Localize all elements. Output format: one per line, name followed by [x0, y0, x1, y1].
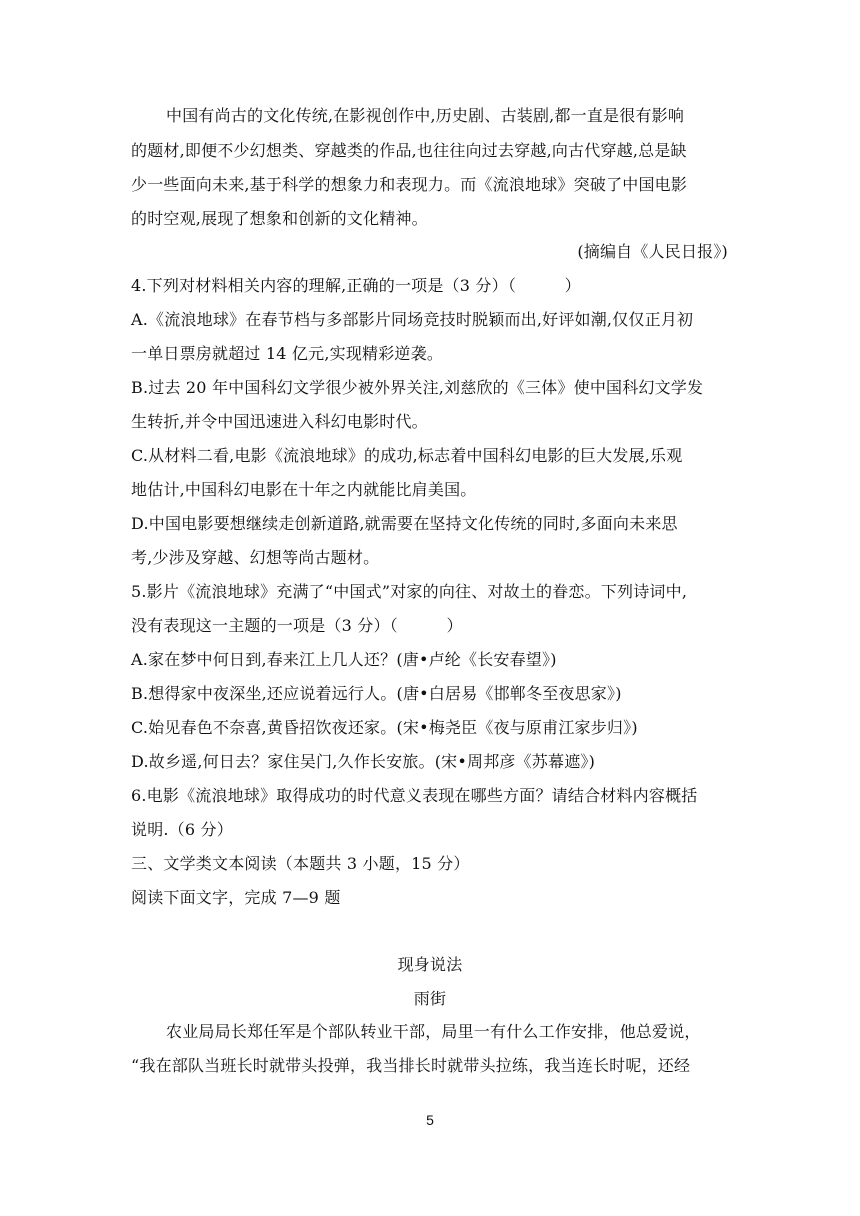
question-5-option-c: C.始见春色不奈喜,黄昏招饮夜还家。(宋•梅尧臣《夜与原甫江家步归》) — [131, 718, 638, 737]
question-4-option-d: D.中国电影要想继续走创新道路,就需要在坚持文化传统的同时,多面向未来思 — [131, 514, 678, 533]
material-paragraph-line: 的时空观,展现了想象和创新的文化精神。 — [131, 209, 428, 228]
question-4-option-a: A.《流浪地球》在春节档与多部影片同场竞技时脱颖而出,好评如潮,仅仅正月初 — [131, 310, 694, 329]
material-source: (摘编自《人民日报》) — [577, 242, 728, 261]
story-title: 现身说法 — [397, 955, 463, 974]
section-instruction: 阅读下面文字，完成 7—9 题 — [131, 888, 341, 907]
story-paragraph-line: “我在部队当班长时就带头投弹，我当排长时就带头拉练，我当连长时呢，还经 — [131, 1056, 691, 1075]
question-4-option-c: 地估计,中国科幻电影在十年之内就能比肩美国。 — [131, 480, 477, 499]
page-number: 5 — [426, 1112, 434, 1128]
question-4-option-c: C.从材料二看,电影《流浪地球》的成功,标志着中国科幻电影的巨大发展,乐观 — [131, 446, 683, 465]
question-4-option-b: B.过去 20 年中国科幻文学很少被外界关注,刘慈欣的《三体》使中国科幻文学发 — [131, 378, 704, 397]
material-paragraph-line: 少一些面向未来,基于科学的想象力和表现力。而《流浪地球》突破了中国电影 — [131, 175, 688, 194]
question-4-option-d: 考,少涉及穿越、幻想等尚古题材。 — [131, 548, 380, 567]
question-5-stem: 没有表现这一主题的一项是（3 分）（ ） — [131, 616, 463, 635]
question-4-stem: 4.下列对材料相关内容的理解,正确的一项是（3 分）（ ） — [131, 276, 581, 295]
story-author: 雨街 — [413, 989, 447, 1008]
question-4-option-a: 一单日票房就超过 14 亿元,实现精彩逆袭。 — [131, 344, 444, 363]
material-paragraph-line: 的题材,即便不少幻想类、穿越类的作品,也往往向过去穿越,向古代穿越,总是缺 — [131, 141, 687, 160]
question-4-option-b: 生转折,并令中国迅速进入科幻电影时代。 — [131, 412, 428, 431]
question-5-stem: 5.影片《流浪地球》充满了“中国式”对家的向往、对故土的眷恋。下列诗词中, — [131, 582, 688, 601]
question-5-option-b: B.想得家中夜深坐,还应说着远行人。(唐•白居易《邯郸冬至夜思家》) — [131, 684, 622, 703]
question-6-stem: 6.电影《流浪地球》取得成功的时代意义表现在哪些方面？请结合材料内容概括 — [131, 786, 698, 805]
section-heading: 三、文学类文本阅读（本题共 3 小题，15 分） — [131, 854, 470, 873]
question-5-option-a: A.家在梦中何日到,春来江上几人还？(唐•卢纶《长安春望》) — [131, 650, 557, 669]
story-paragraph-line: 农业局局长郑任军是个部队转业干部，局里一有什么工作安排，他总爱说， — [166, 1022, 701, 1041]
material-paragraph-line: 中国有尚古的文化传统,在影视创作中,历史剧、古装剧,都一直是很有影响 — [166, 106, 685, 125]
question-5-option-d: D.故乡遥,何日去？家住吴门,久作长安旅。(宋•周邦彦《苏幕遮》) — [131, 752, 596, 771]
question-6-stem: 说明.（6 分） — [131, 820, 233, 839]
